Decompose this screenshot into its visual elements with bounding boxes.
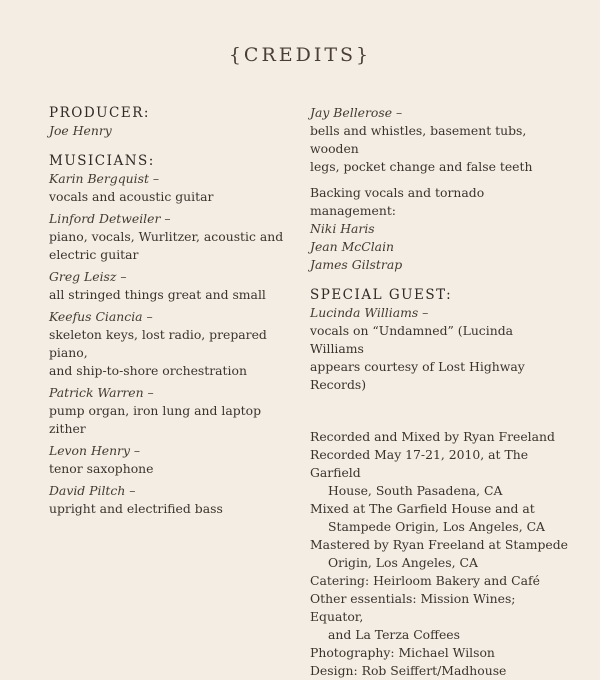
musician-name: Greg Leisz – <box>49 269 127 284</box>
production-credit-line: Photography: Michael Wilson <box>310 645 495 660</box>
musician-role: upright and electrified bass <box>49 501 223 516</box>
producer-heading: PRODUCER: <box>49 105 150 121</box>
production-credit-line: Mastered by Ryan Freeland at Stampede <box>310 537 568 552</box>
musician-name: David Piltch – <box>49 483 136 498</box>
musician-role: skeleton keys, lost radio, prepared piano, <box>49 327 267 360</box>
musician-entry <box>49 384 299 438</box>
production-credit-line: Recorded May 17-21, 2010, at The Garfield <box>310 447 529 480</box>
jay-name: Jay Bellerose – <box>310 105 403 120</box>
musician-role: vocals and acoustic guitar <box>49 189 214 204</box>
special-guest-role: vocals on “Undamned” (Lucinda Williams <box>310 323 514 356</box>
musician-name: Levon Henry – <box>49 443 141 458</box>
musician-name: Karin Bergquist – <box>49 171 160 186</box>
musician-role: piano, vocals, Wurlitzer, acoustic and <box>49 229 284 244</box>
special-guest-role: appears courtesy of Lost Highway Records) <box>310 359 525 392</box>
musician-role: pump organ, iron lung and laptop zither <box>49 403 262 436</box>
right-column <box>310 104 570 680</box>
production-credits <box>310 428 570 680</box>
production-credit-line: Catering: Heirloom Bakery and Café <box>310 573 540 588</box>
musician-role: tenor saxophone <box>49 461 154 476</box>
production-credit-line: Design: Rob Seiffert/Madhouse <box>310 663 507 678</box>
musician-entry <box>49 170 299 206</box>
musician-entry <box>49 482 299 518</box>
backing-label: Backing vocals and tornado management: <box>310 185 485 218</box>
jay-role: bells and whistles, basement tubs, wooden <box>310 123 527 156</box>
special-guest-heading: SPECIAL GUEST: <box>310 287 453 303</box>
musician-name: Patrick Warren – <box>49 385 154 400</box>
musicians-heading: MUSICIANS: <box>49 153 155 169</box>
backing-name: Niki Haris <box>310 221 375 236</box>
left-column <box>49 104 299 522</box>
special-guest-name: Lucinda Williams – <box>310 305 429 320</box>
producer-name: Joe Henry <box>49 123 112 138</box>
production-credit-line: Origin, Los Angeles, CA <box>328 555 478 570</box>
production-credit-line: Mixed at The Garfield House and at <box>310 501 535 516</box>
backing-name: James Gilstrap <box>310 257 403 272</box>
jay-role: legs, pocket change and false teeth <box>310 159 533 174</box>
musician-entry <box>49 308 299 380</box>
page-title: {CREDITS} <box>228 44 372 66</box>
production-credit-line: Other essentials: Mission Wines; Equator, <box>310 591 516 624</box>
musician-name: Linford Detweiler – <box>49 211 171 226</box>
musician-role: electric guitar <box>49 247 139 262</box>
musician-role: and ship-to-shore orchestration <box>49 363 247 378</box>
production-credit-line: and La Terza Coffees <box>328 627 460 642</box>
production-credit-line: House, South Pasadena, CA <box>328 483 503 498</box>
musician-entry <box>49 210 299 264</box>
musician-entry <box>49 268 299 304</box>
production-credit-line: Recorded and Mixed by Ryan Freeland <box>310 429 555 444</box>
musician-role: all stringed things great and small <box>49 287 266 302</box>
backing-name: Jean McClain <box>310 239 395 254</box>
musician-name: Keefus Ciancia – <box>49 309 153 324</box>
musician-entry <box>49 442 299 478</box>
production-credit-line: Stampede Origin, Los Angeles, CA <box>328 519 546 534</box>
